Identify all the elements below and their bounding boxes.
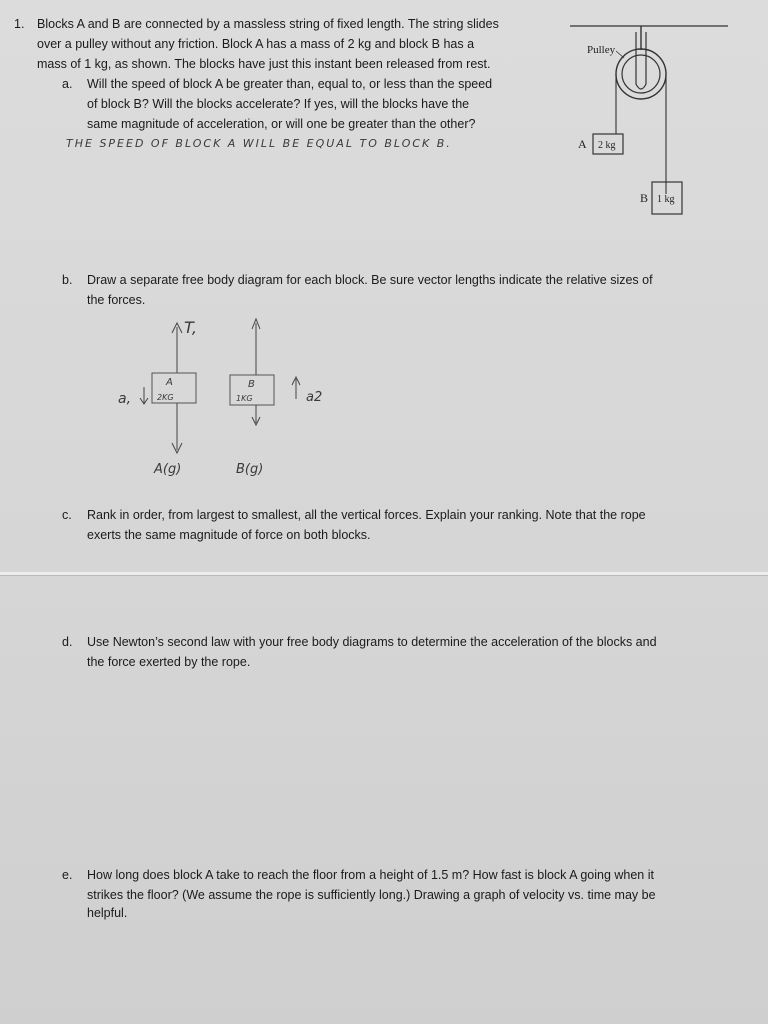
fbd-block-b-label: B xyxy=(248,379,255,390)
intro-line-1: Blocks A and B are connected by a massless string of fixed length. The string slides xyxy=(37,17,499,31)
intro-line-2: over a pulley without any friction. Block A has a mass of 2 kg and block B has a xyxy=(37,37,475,51)
part-e-line-2: strikes the floor? (We assume the rope is sufficiently long.) Drawing a graph of velocity vs. time may be xyxy=(87,888,656,902)
part-c-line-1: Rank in order, from largest to smallest, all the vertical forces. Explain your ranking. Note that the rope xyxy=(87,508,646,522)
fbd-block-a-mass: 2KG xyxy=(157,393,174,402)
fbd-block-b-mass: 1KG xyxy=(236,394,253,403)
tension-a-label: T, xyxy=(184,318,197,337)
fbd-block-a-label: A xyxy=(166,377,173,388)
part-c-line-2: exerts the same magnitude of force on both blocks. xyxy=(87,528,371,542)
part-e-line-1: How long does block A take to reach the floor from a height of 1.5 m? How fast is block A going when it xyxy=(87,868,654,882)
part-d-letter: d. xyxy=(62,635,73,649)
part-d-line-1: Use Newton’s second law with your free body diagrams to determine the acceleration of the blocks and xyxy=(87,635,657,649)
pulley-wheel-inner xyxy=(622,55,660,93)
question-number: 1. xyxy=(14,17,25,31)
part-a-line-2: of block B? Will the blocks accelerate? If yes, will the blocks have the xyxy=(87,97,470,111)
page-fold-shadow xyxy=(0,575,768,576)
part-b-letter: b. xyxy=(62,273,73,287)
part-d-line-2: the force exerted by the rope. xyxy=(87,655,251,669)
part-e-line-3: helpful. xyxy=(87,906,128,920)
block-b-mass: 1 kg xyxy=(657,194,675,205)
weight-a-label: A(g) xyxy=(154,462,182,477)
block-a-mass: 2 kg xyxy=(598,140,616,151)
part-b-line-2: the forces. xyxy=(87,293,146,307)
pulley-diagram xyxy=(560,14,750,224)
part-a-handwritten-answer: THE SPEED OF BLOCK A WILL BE EQUAL TO BLOCK B. xyxy=(66,137,452,150)
intro-line-3: mass of 1 kg, as shown. The blocks have just this instant been released from rest. xyxy=(37,57,491,71)
accel-b-label: a2 xyxy=(306,390,323,405)
pulley-label-pointer xyxy=(616,51,624,58)
part-e-letter: e. xyxy=(62,868,73,882)
part-c-letter: c. xyxy=(62,508,72,522)
block-a-letter: A xyxy=(578,137,587,151)
weight-b-label: B(g) xyxy=(236,462,264,477)
part-a-letter: a. xyxy=(62,77,73,91)
free-body-diagrams xyxy=(100,305,340,485)
pulley-wheel-outer xyxy=(616,49,666,99)
block-b-letter: B xyxy=(640,191,649,205)
part-a-line-3: same magnitude of acceleration, or will one be greater than the other? xyxy=(87,117,476,131)
part-b-line-1: Draw a separate free body diagram for each block. Be sure vector lengths indicate the relative sizes of xyxy=(87,273,653,287)
pulley-label: Pulley xyxy=(587,44,616,56)
accel-a-label: a, xyxy=(118,391,132,407)
part-a-line-1: Will the speed of block A be greater than, equal to, or less than the speed xyxy=(87,77,493,91)
